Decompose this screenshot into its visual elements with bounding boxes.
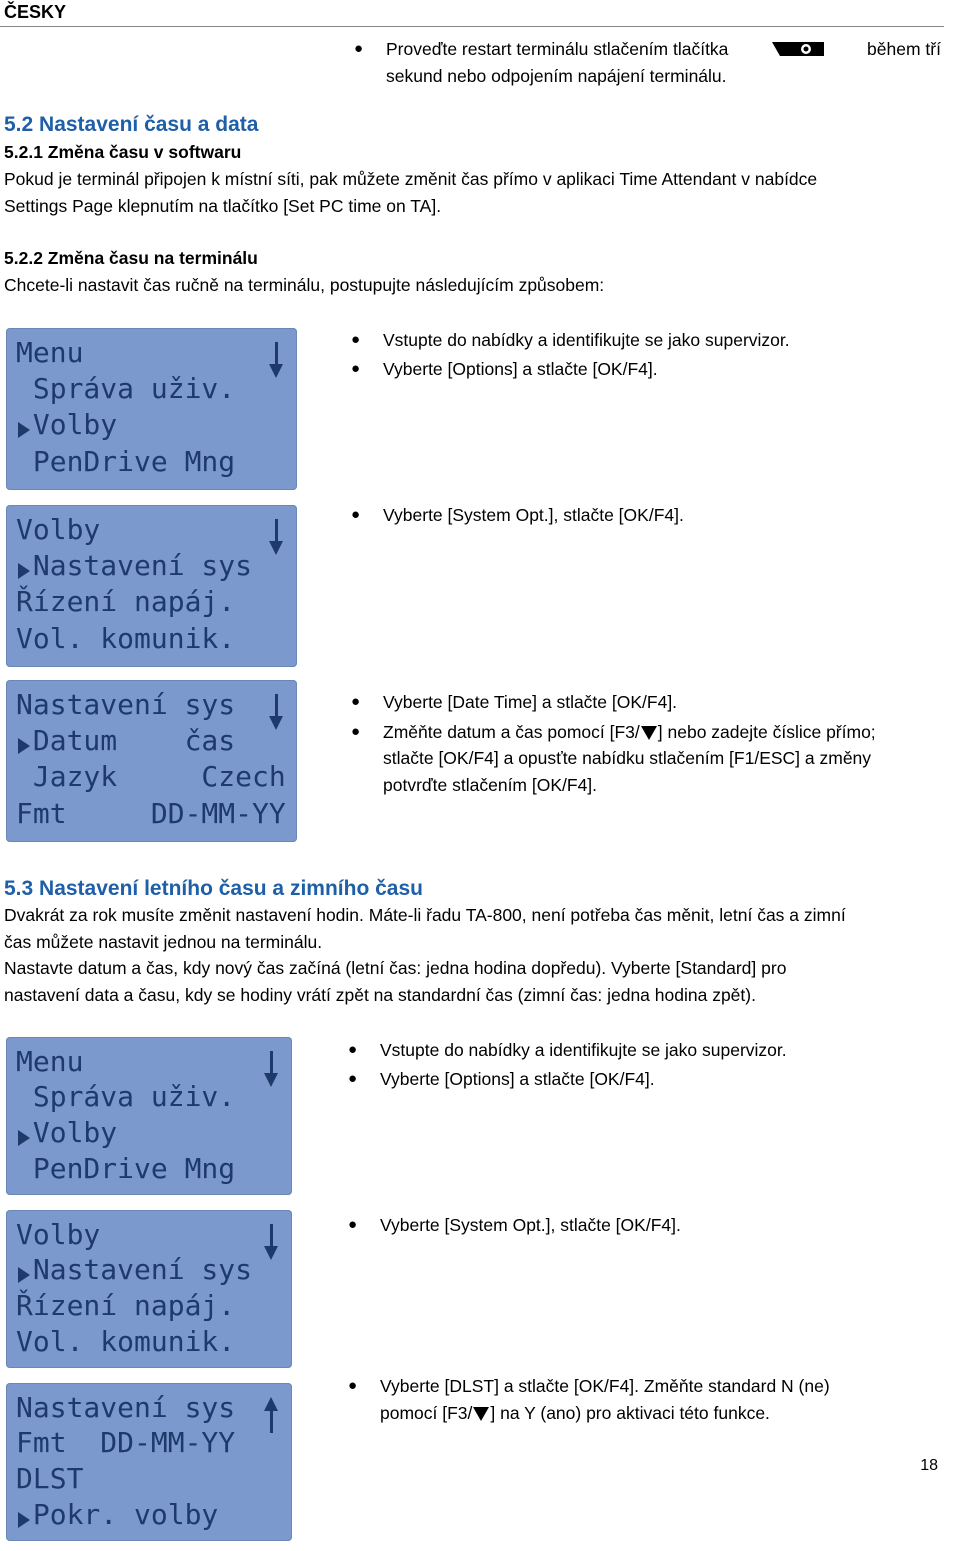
step-text: stlačte [OK/F4] a opusťte nabídku stlačením [F1/ESC] a změny: [383, 748, 872, 768]
lcd-row-2: Fmt DD-MM-YY: [16, 1426, 236, 1459]
lcd-row-1: Menu: [16, 1045, 84, 1078]
step-list-5: [348, 1212, 940, 1239]
bullet-dot: ●: [351, 506, 361, 523]
intro-bullet: [354, 36, 941, 89]
arrow-down-icon: [269, 694, 283, 730]
section-5-2-title: 5.2 Nastavení času a data: [4, 113, 259, 136]
page-number: 18: [920, 1457, 938, 1474]
step-text: Vyberte [System Opt.], stlačte [OK/F4].: [383, 505, 684, 525]
section-5-3-p2-line2: nastavení data a času, kdy se hodiny vrátí zpět na standardní čas (zimní čas: jedna hodina zpět).: [4, 984, 756, 1005]
section-5-3-text: [4, 902, 941, 1008]
section-5-2-1-line1: Pokud je terminál připojen k místní síti, pak můžete změnit čas přímo v aplikaci Time Attendant v nabídce: [4, 169, 818, 189]
lcd-cursor-icon: [18, 422, 30, 438]
section-5-2-1-text: [4, 166, 941, 219]
lcd-row-3: Řízení napáj.: [16, 585, 236, 618]
intro-text-b: během tří: [867, 39, 941, 59]
lcd-row-2: Datum čas: [16, 724, 236, 757]
lcd-screen-dlst: [6, 1383, 292, 1541]
lcd-row-3: Řízení napáj.: [16, 1289, 236, 1322]
step-text: Vyberte [Date Time] a stlačte [OK/F4].: [383, 692, 678, 712]
lcd-row-2: Nastavení sys: [16, 549, 253, 582]
bullet-dot: ●: [351, 331, 361, 348]
lcd-row-4: Vol. komunik.: [16, 1325, 236, 1358]
power-key-icon: [770, 40, 826, 58]
step-text: Vstupte do nabídky a identifikujte se jako supervizor.: [380, 1040, 787, 1060]
arrow-down-icon: [264, 1224, 278, 1260]
lcd-screen-menu-2: [6, 1037, 292, 1195]
bullet-dot: ●: [351, 359, 361, 377]
intro-text-a: Proveďte restart terminálu stlačením tlačítka: [386, 39, 729, 59]
section-5-3-title: 5.3 Nastavení letního času a zimního času: [4, 877, 423, 900]
lcd-row-2: Správa uživ.: [16, 372, 236, 405]
step-list-2: [351, 502, 943, 529]
arrow-down-key-icon: [641, 726, 657, 740]
section-5-2-1-title: 5.2.1 Změna času v softwaru: [4, 142, 242, 162]
lcd-screen-volby: [6, 505, 297, 667]
lcd-row-4: Vol. komunik.: [16, 622, 236, 655]
section-5-3-p1-line1: Dvakrát za rok musíte změnit nastavení hodin. Máte-li řadu TA-800, není potřeba čas měnit, letní čas a zimní: [4, 905, 846, 925]
lcd-row-3: Volby: [16, 1116, 118, 1149]
bullet-dot: ●: [348, 1216, 358, 1233]
lcd-row-1: Volby: [16, 513, 101, 546]
lcd-row-4: Fmt DD-MM-YY: [16, 797, 286, 830]
step-text: Vyberte [DLST] a stlačte [OK/F4]. Změňte standard N (ne): [380, 1376, 830, 1396]
step-text: potvrďte stlačením [OK/F4].: [383, 774, 598, 795]
step-list-1: [351, 327, 943, 382]
bullet-dot: ●: [354, 40, 364, 57]
arrow-up-icon: [264, 1397, 278, 1433]
section-5-3-p1-line2: čas můžete nastavit jednou na terminálu.: [4, 931, 323, 952]
step-text: pomocí [F3/: [380, 1402, 473, 1423]
bullet-dot: ●: [348, 1069, 358, 1087]
bullet-dot: ●: [348, 1377, 358, 1394]
lcd-row-3: Jazyk Czech: [16, 760, 286, 793]
step-list-6: [348, 1373, 941, 1426]
step-list-3: [351, 689, 941, 798]
lcd-row-1: Nastavení sys: [16, 1391, 236, 1424]
bullet-dot: ●: [351, 722, 361, 740]
step-text: Vyberte [Options] a stlačte [OK/F4].: [383, 358, 658, 379]
lcd-row-2: Nastavení sys: [16, 1253, 253, 1286]
lcd-screen-menu: [6, 328, 297, 490]
arrow-down-icon: [269, 519, 283, 555]
step-text: Změňte datum a čas pomocí [F3/: [383, 721, 640, 742]
lcd-row-1: Nastavení sys: [16, 688, 236, 721]
lcd-screen-nastaveni-sys: [6, 680, 297, 842]
step-text: Vyberte [Options] a stlačte [OK/F4].: [380, 1068, 655, 1089]
lcd-row-1: Menu: [16, 336, 84, 369]
lcd-row-4: Pokr. volby: [16, 1498, 219, 1531]
lcd-row-3: DLST: [16, 1462, 84, 1495]
lcd-row-1: Volby: [16, 1218, 101, 1251]
step-text: Vyberte [System Opt.], stlačte [OK/F4].: [380, 1215, 681, 1235]
step-text: Vstupte do nabídky a identifikujte se jako supervizor.: [383, 330, 790, 350]
section-5-2-1-line2: Settings Page klepnutím na tlačítko [Set PC time on TA].: [4, 195, 442, 216]
section-5-2-2-title: 5.2.2 Změna času na terminálu: [4, 248, 258, 268]
lcd-screen-volby-2: [6, 1210, 292, 1368]
arrow-down-key-icon: [473, 1407, 489, 1421]
intro-text-c: sekund nebo odpojením napájení terminálu.: [386, 65, 727, 86]
lcd-row-3: Volby: [16, 408, 118, 441]
section-5-3-p2-line1: Nastavte datum a čas, kdy nový čas začíná (letní čas: jedna hodina dopředu). Vyberte [Standard] pro: [4, 958, 787, 978]
arrow-down-icon: [269, 342, 283, 378]
step-text: ] nebo zadejte číslice přímo;: [657, 721, 876, 742]
lcd-cursor-icon: [18, 1267, 30, 1283]
lcd-cursor-icon: [18, 1512, 30, 1528]
language-header: ČESKY: [4, 2, 67, 22]
section-5-2-2-text: Chcete-li nastavit čas ručně na terminálu, postupujte následujícím způsobem:: [4, 275, 605, 295]
bullet-dot: ●: [348, 1041, 358, 1058]
lcd-cursor-icon: [18, 563, 30, 579]
lcd-cursor-icon: [18, 738, 30, 754]
arrow-down-icon: [264, 1051, 278, 1087]
step-list-4: [348, 1037, 940, 1092]
lcd-row-4: PenDrive Mng: [16, 1152, 236, 1185]
lcd-cursor-icon: [18, 1130, 30, 1146]
lcd-row-4: PenDrive Mng: [16, 445, 236, 478]
bullet-dot: ●: [351, 693, 361, 710]
step-text: ] na Y (ano) pro aktivaci této funkce.: [490, 1402, 770, 1423]
header-divider: [0, 26, 944, 27]
lcd-row-2: Správa uživ.: [16, 1080, 236, 1113]
